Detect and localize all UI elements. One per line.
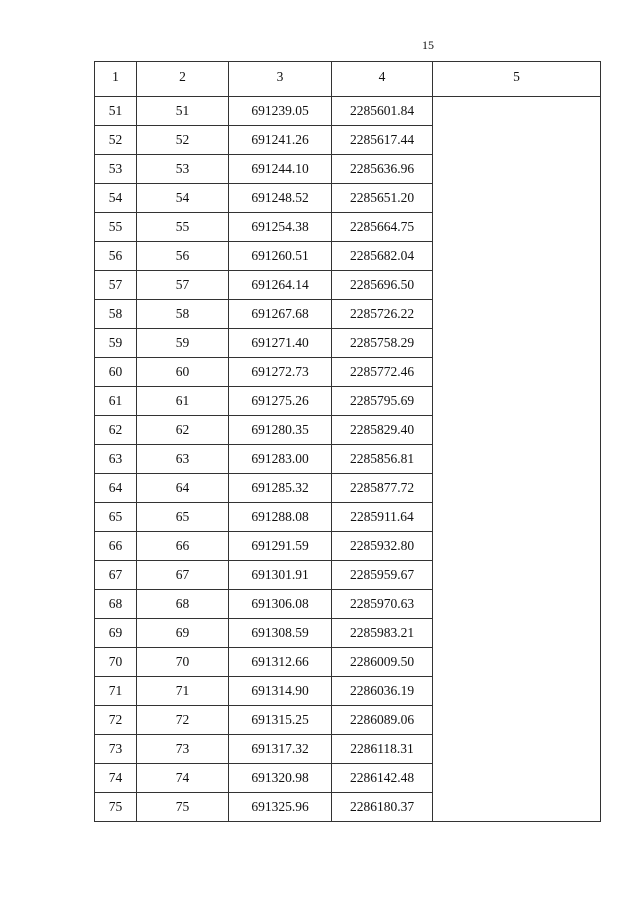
table-cell: 70 bbox=[137, 648, 229, 677]
table-cell: 691260.51 bbox=[229, 242, 332, 271]
table-cell: 691239.05 bbox=[229, 97, 332, 126]
table-cell: 2285758.29 bbox=[332, 329, 433, 358]
table-cell: 64 bbox=[137, 474, 229, 503]
table-cell: 691244.10 bbox=[229, 155, 332, 184]
table-cell: 691254.38 bbox=[229, 213, 332, 242]
column-header: 1 bbox=[95, 62, 137, 97]
table-cell: 691301.91 bbox=[229, 561, 332, 590]
table-cell: 691325.96 bbox=[229, 793, 332, 822]
table-cell: 71 bbox=[95, 677, 137, 706]
table-cell: 2286089.06 bbox=[332, 706, 433, 735]
table-cell: 55 bbox=[95, 213, 137, 242]
table-cell: 59 bbox=[137, 329, 229, 358]
table-cell: 59 bbox=[95, 329, 137, 358]
table-cell: 53 bbox=[95, 155, 137, 184]
table-cell: 2285664.75 bbox=[332, 213, 433, 242]
table-cell: 57 bbox=[95, 271, 137, 300]
table-cell: 56 bbox=[137, 242, 229, 271]
table-cell: 71 bbox=[137, 677, 229, 706]
table-cell: 2285877.72 bbox=[332, 474, 433, 503]
page-number-container bbox=[0, 38, 640, 53]
table-cell: 691320.98 bbox=[229, 764, 332, 793]
table-cell: 691317.32 bbox=[229, 735, 332, 764]
table-cell: 691285.32 bbox=[229, 474, 332, 503]
page-number: 15 bbox=[422, 38, 434, 52]
table-header-row bbox=[95, 62, 601, 97]
table-cell: 2285829.40 bbox=[332, 416, 433, 445]
table-cell: 64 bbox=[95, 474, 137, 503]
table-cell: 691267.68 bbox=[229, 300, 332, 329]
table-cell: 70 bbox=[95, 648, 137, 677]
table-cell-empty-column-5 bbox=[433, 97, 601, 822]
table-cell: 2285651.20 bbox=[332, 184, 433, 213]
table-cell: 2285911.64 bbox=[332, 503, 433, 532]
table-cell: 61 bbox=[95, 387, 137, 416]
table-cell: 2286009.50 bbox=[332, 648, 433, 677]
table-cell: 54 bbox=[137, 184, 229, 213]
table-cell: 68 bbox=[137, 590, 229, 619]
table-cell: 2285970.63 bbox=[332, 590, 433, 619]
column-header: 2 bbox=[137, 62, 229, 97]
table-cell: 2286142.48 bbox=[332, 764, 433, 793]
table-cell: 691312.66 bbox=[229, 648, 332, 677]
table-cell: 2285983.21 bbox=[332, 619, 433, 648]
table-cell: 54 bbox=[95, 184, 137, 213]
table-cell: 75 bbox=[95, 793, 137, 822]
table-cell: 691275.26 bbox=[229, 387, 332, 416]
table-body bbox=[95, 97, 601, 822]
table-cell: 67 bbox=[137, 561, 229, 590]
table-cell: 75 bbox=[137, 793, 229, 822]
coordinates-table bbox=[94, 61, 601, 822]
table-cell: 58 bbox=[95, 300, 137, 329]
table-cell: 68 bbox=[95, 590, 137, 619]
column-header: 3 bbox=[229, 62, 332, 97]
table-cell: 691264.14 bbox=[229, 271, 332, 300]
table-cell: 52 bbox=[95, 126, 137, 155]
table-cell: 61 bbox=[137, 387, 229, 416]
table-cell: 57 bbox=[137, 271, 229, 300]
table-cell: 2286180.37 bbox=[332, 793, 433, 822]
table-cell: 2285636.96 bbox=[332, 155, 433, 184]
table-cell: 73 bbox=[95, 735, 137, 764]
table-cell: 691314.90 bbox=[229, 677, 332, 706]
table-cell: 73 bbox=[137, 735, 229, 764]
table-cell: 66 bbox=[95, 532, 137, 561]
table-cell: 691271.40 bbox=[229, 329, 332, 358]
table-cell: 55 bbox=[137, 213, 229, 242]
table-cell: 2285617.44 bbox=[332, 126, 433, 155]
table-cell: 65 bbox=[95, 503, 137, 532]
table-cell: 62 bbox=[137, 416, 229, 445]
table-cell: 56 bbox=[95, 242, 137, 271]
table-cell: 65 bbox=[137, 503, 229, 532]
table-cell: 2285959.67 bbox=[332, 561, 433, 590]
table-cell: 69 bbox=[137, 619, 229, 648]
table-cell: 691280.35 bbox=[229, 416, 332, 445]
table-cell: 60 bbox=[95, 358, 137, 387]
table-cell: 2285696.50 bbox=[332, 271, 433, 300]
table-cell: 691291.59 bbox=[229, 532, 332, 561]
table-cell: 72 bbox=[137, 706, 229, 735]
table-cell: 69 bbox=[95, 619, 137, 648]
table-cell: 66 bbox=[137, 532, 229, 561]
table-cell: 60 bbox=[137, 358, 229, 387]
table-cell: 51 bbox=[137, 97, 229, 126]
table-cell: 53 bbox=[137, 155, 229, 184]
table-cell: 2285772.46 bbox=[332, 358, 433, 387]
table-cell: 2285795.69 bbox=[332, 387, 433, 416]
table-cell: 2286036.19 bbox=[332, 677, 433, 706]
table-cell: 74 bbox=[95, 764, 137, 793]
table-cell: 691272.73 bbox=[229, 358, 332, 387]
table-cell: 67 bbox=[95, 561, 137, 590]
table-cell: 52 bbox=[137, 126, 229, 155]
column-header: 5 bbox=[433, 62, 601, 97]
table-cell: 62 bbox=[95, 416, 137, 445]
table-cell: 72 bbox=[95, 706, 137, 735]
table-row bbox=[95, 97, 601, 126]
table-cell: 691283.00 bbox=[229, 445, 332, 474]
table-cell: 691306.08 bbox=[229, 590, 332, 619]
table-cell: 2286118.31 bbox=[332, 735, 433, 764]
table-cell: 2285682.04 bbox=[332, 242, 433, 271]
table-cell: 74 bbox=[137, 764, 229, 793]
table-cell: 2285932.80 bbox=[332, 532, 433, 561]
table-cell: 63 bbox=[137, 445, 229, 474]
table-cell: 691248.52 bbox=[229, 184, 332, 213]
table-cell: 2285856.81 bbox=[332, 445, 433, 474]
table-cell: 691288.08 bbox=[229, 503, 332, 532]
table-cell: 2285601.84 bbox=[332, 97, 433, 126]
table-cell: 63 bbox=[95, 445, 137, 474]
table-cell: 2285726.22 bbox=[332, 300, 433, 329]
column-header: 4 bbox=[332, 62, 433, 97]
table-cell: 691308.59 bbox=[229, 619, 332, 648]
table-cell: 691315.25 bbox=[229, 706, 332, 735]
table-cell: 691241.26 bbox=[229, 126, 332, 155]
table-cell: 58 bbox=[137, 300, 229, 329]
table-cell: 51 bbox=[95, 97, 137, 126]
